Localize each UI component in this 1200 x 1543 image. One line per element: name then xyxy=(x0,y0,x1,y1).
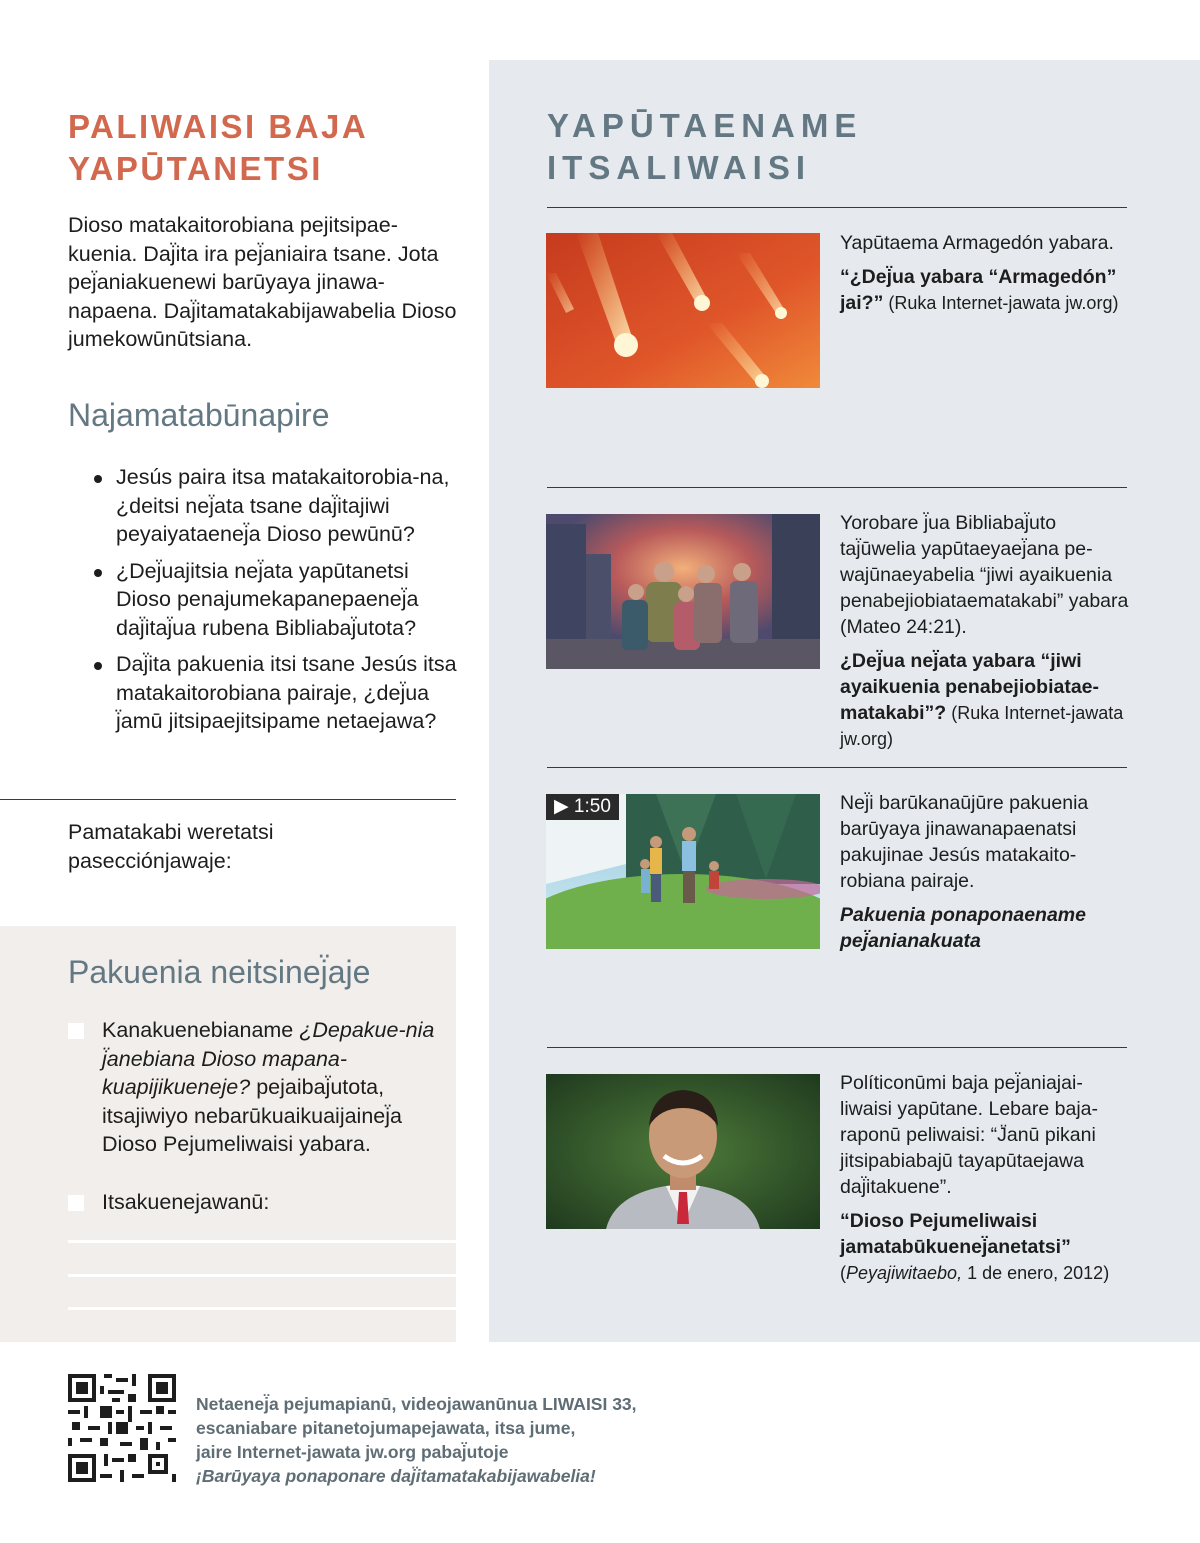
left-title: PALIWAISI BAJA YAPŪTANETSI xyxy=(68,108,368,187)
bullet-icon xyxy=(94,662,102,670)
family-disaster-image[interactable] xyxy=(546,514,820,669)
video-duration-badge: ▶ 1:50 xyxy=(546,794,619,820)
try-list xyxy=(68,1016,438,1216)
question-item: Daj̈ita pakuenia itsi tsane Jesús itsa matakaitorobiana pairaje, ¿dej̈ua j̈amū jitsipaejitsipame netaejawa? xyxy=(92,650,462,736)
footer-text: Netaenej̈a pejumapianū, videojawanūnua LIWAISI 33, escaniabare pitanetojumapejawata, itsa jume, jaire Internet-jawata jw.org pabaj̈utoje ¡Barūyaya ponaponare daj̈itamatakabijawabelia! xyxy=(196,1394,637,1486)
entry-1-reference[interactable]: “¿Dej̈ua yabara “Armagedón” jai?” (Ruka Internet-jawata jw.org) xyxy=(840,266,1119,314)
play-icon: ▶ xyxy=(554,796,569,817)
meteors-image[interactable] xyxy=(546,233,820,388)
checkbox[interactable] xyxy=(68,1195,84,1211)
checkbox[interactable] xyxy=(68,1023,84,1039)
questions-list xyxy=(92,463,462,744)
entry-divider xyxy=(547,207,1127,208)
entry-2-text: Yorobare j̈ua Bibliabaj̈uto taj̈ūwelia yapūtaeyaej̈ana pe-wajūnaeyabelia “jiwi ayaikuenia penabejiobiataematakabi” yabara (Mateo 24:21). ¿Dej̈ua nej̈ata yabara “jiwi ayaikuenia penabejiobiatae-matakabi”? (Ruka Internet-jawata jw.org) xyxy=(840,510,1130,760)
paradise-video-image[interactable] xyxy=(546,794,820,949)
entry-1-text: Yapūtaema Armagedón yabara. “¿Dej̈ua yabara “Armagedón” jai?” (Ruka Internet-jawata jw.org) xyxy=(840,230,1130,324)
entry-divider xyxy=(547,1047,1127,1048)
write-line[interactable] xyxy=(68,1307,456,1310)
questions-heading: Najamatabūnapire xyxy=(68,397,330,433)
entry-2-reference[interactable]: ¿Dej̈ua nej̈ata yabara “jiwi ayaikuenia penabejiobiatae-matakabi”? (Ruka Internet-jawata jw.org) xyxy=(840,650,1124,749)
bullet-icon xyxy=(94,475,102,483)
try-item: Kanakuenebianame ¿Depakue-nia j̈anebiana Dioso mapana-kuapijikueneje? pejaibaj̈utota, itsajiwiyo nebarūkuaikuaijainej̈a Dioso Pejumeliwaisi yabara. xyxy=(68,1016,438,1159)
write-line[interactable] xyxy=(68,1240,456,1243)
try-item: Itsakuenejawanū: xyxy=(68,1188,438,1217)
entry-3-reference[interactable]: Pakuenia ponaponaename pej̈anianakuata xyxy=(840,904,1086,952)
entry-divider xyxy=(547,767,1127,768)
entry-4-reference[interactable]: “Dioso Pejumeliwaisi jamatabūkuenej̈anetatsi” (Peyajiwitaebo, 1 de enero, 2012) xyxy=(840,1210,1110,1283)
topic-label: Pamatakabi weretatsi pasecciónjawaje: xyxy=(68,820,274,873)
try-heading: Pakuenia neitsinej̈aje xyxy=(68,954,371,990)
intro-paragraph: Dioso matakaitorobiana pejitsipae-kuenia. Daj̈ita ira pej̈aniaira tsane. Jota pej̈aniakuenewi barūyaya jinawa-napaena. Daj̈itamatakabijawabelia Dioso jumekowūnūtsiana. xyxy=(68,213,457,351)
write-line[interactable] xyxy=(68,1274,456,1277)
section-divider xyxy=(0,799,456,800)
man-portrait-image[interactable] xyxy=(546,1074,820,1229)
question-item: Jesús paira itsa matakaitorobia-na, ¿deitsi nej̈ata tsane daj̈itajiwi peyaiyataenej̈a Dioso pewūnū? xyxy=(92,463,462,549)
entry-4-text: Políticonūmi baja pej̈aniajai-liwaisi yapūtane. Lebare baja-raponū peliwaisi: “J̈anū pikani jitsipabiabajū tayapūtaejawa daj̈itakuene”. “Dioso Pejumeliwaisi jamatabūkuenej̈anetatsi” (Peyajiwitaebo, 1 de enero, 2012) xyxy=(840,1070,1130,1294)
right-title: YAPŪTAENAME ITSALIWAISI xyxy=(547,107,863,186)
question-item: ¿Dej̈uajitsia nej̈ata yapūtanetsi Dioso penajumekapanepaenej̈a daj̈itaj̈ua rubena Bibliabaj̈utota? xyxy=(92,557,462,643)
bullet-icon xyxy=(94,569,102,577)
entry-divider xyxy=(547,487,1127,488)
qr-code-icon[interactable] xyxy=(68,1374,176,1482)
entry-3-text: Nej̈i barūkanaūjūre pakuenia barūyaya jinawanapaenatsi pakujinae Jesús matakaito-robiana pairaje. Pakuenia ponaponaename pej̈anianakuata xyxy=(840,790,1130,962)
